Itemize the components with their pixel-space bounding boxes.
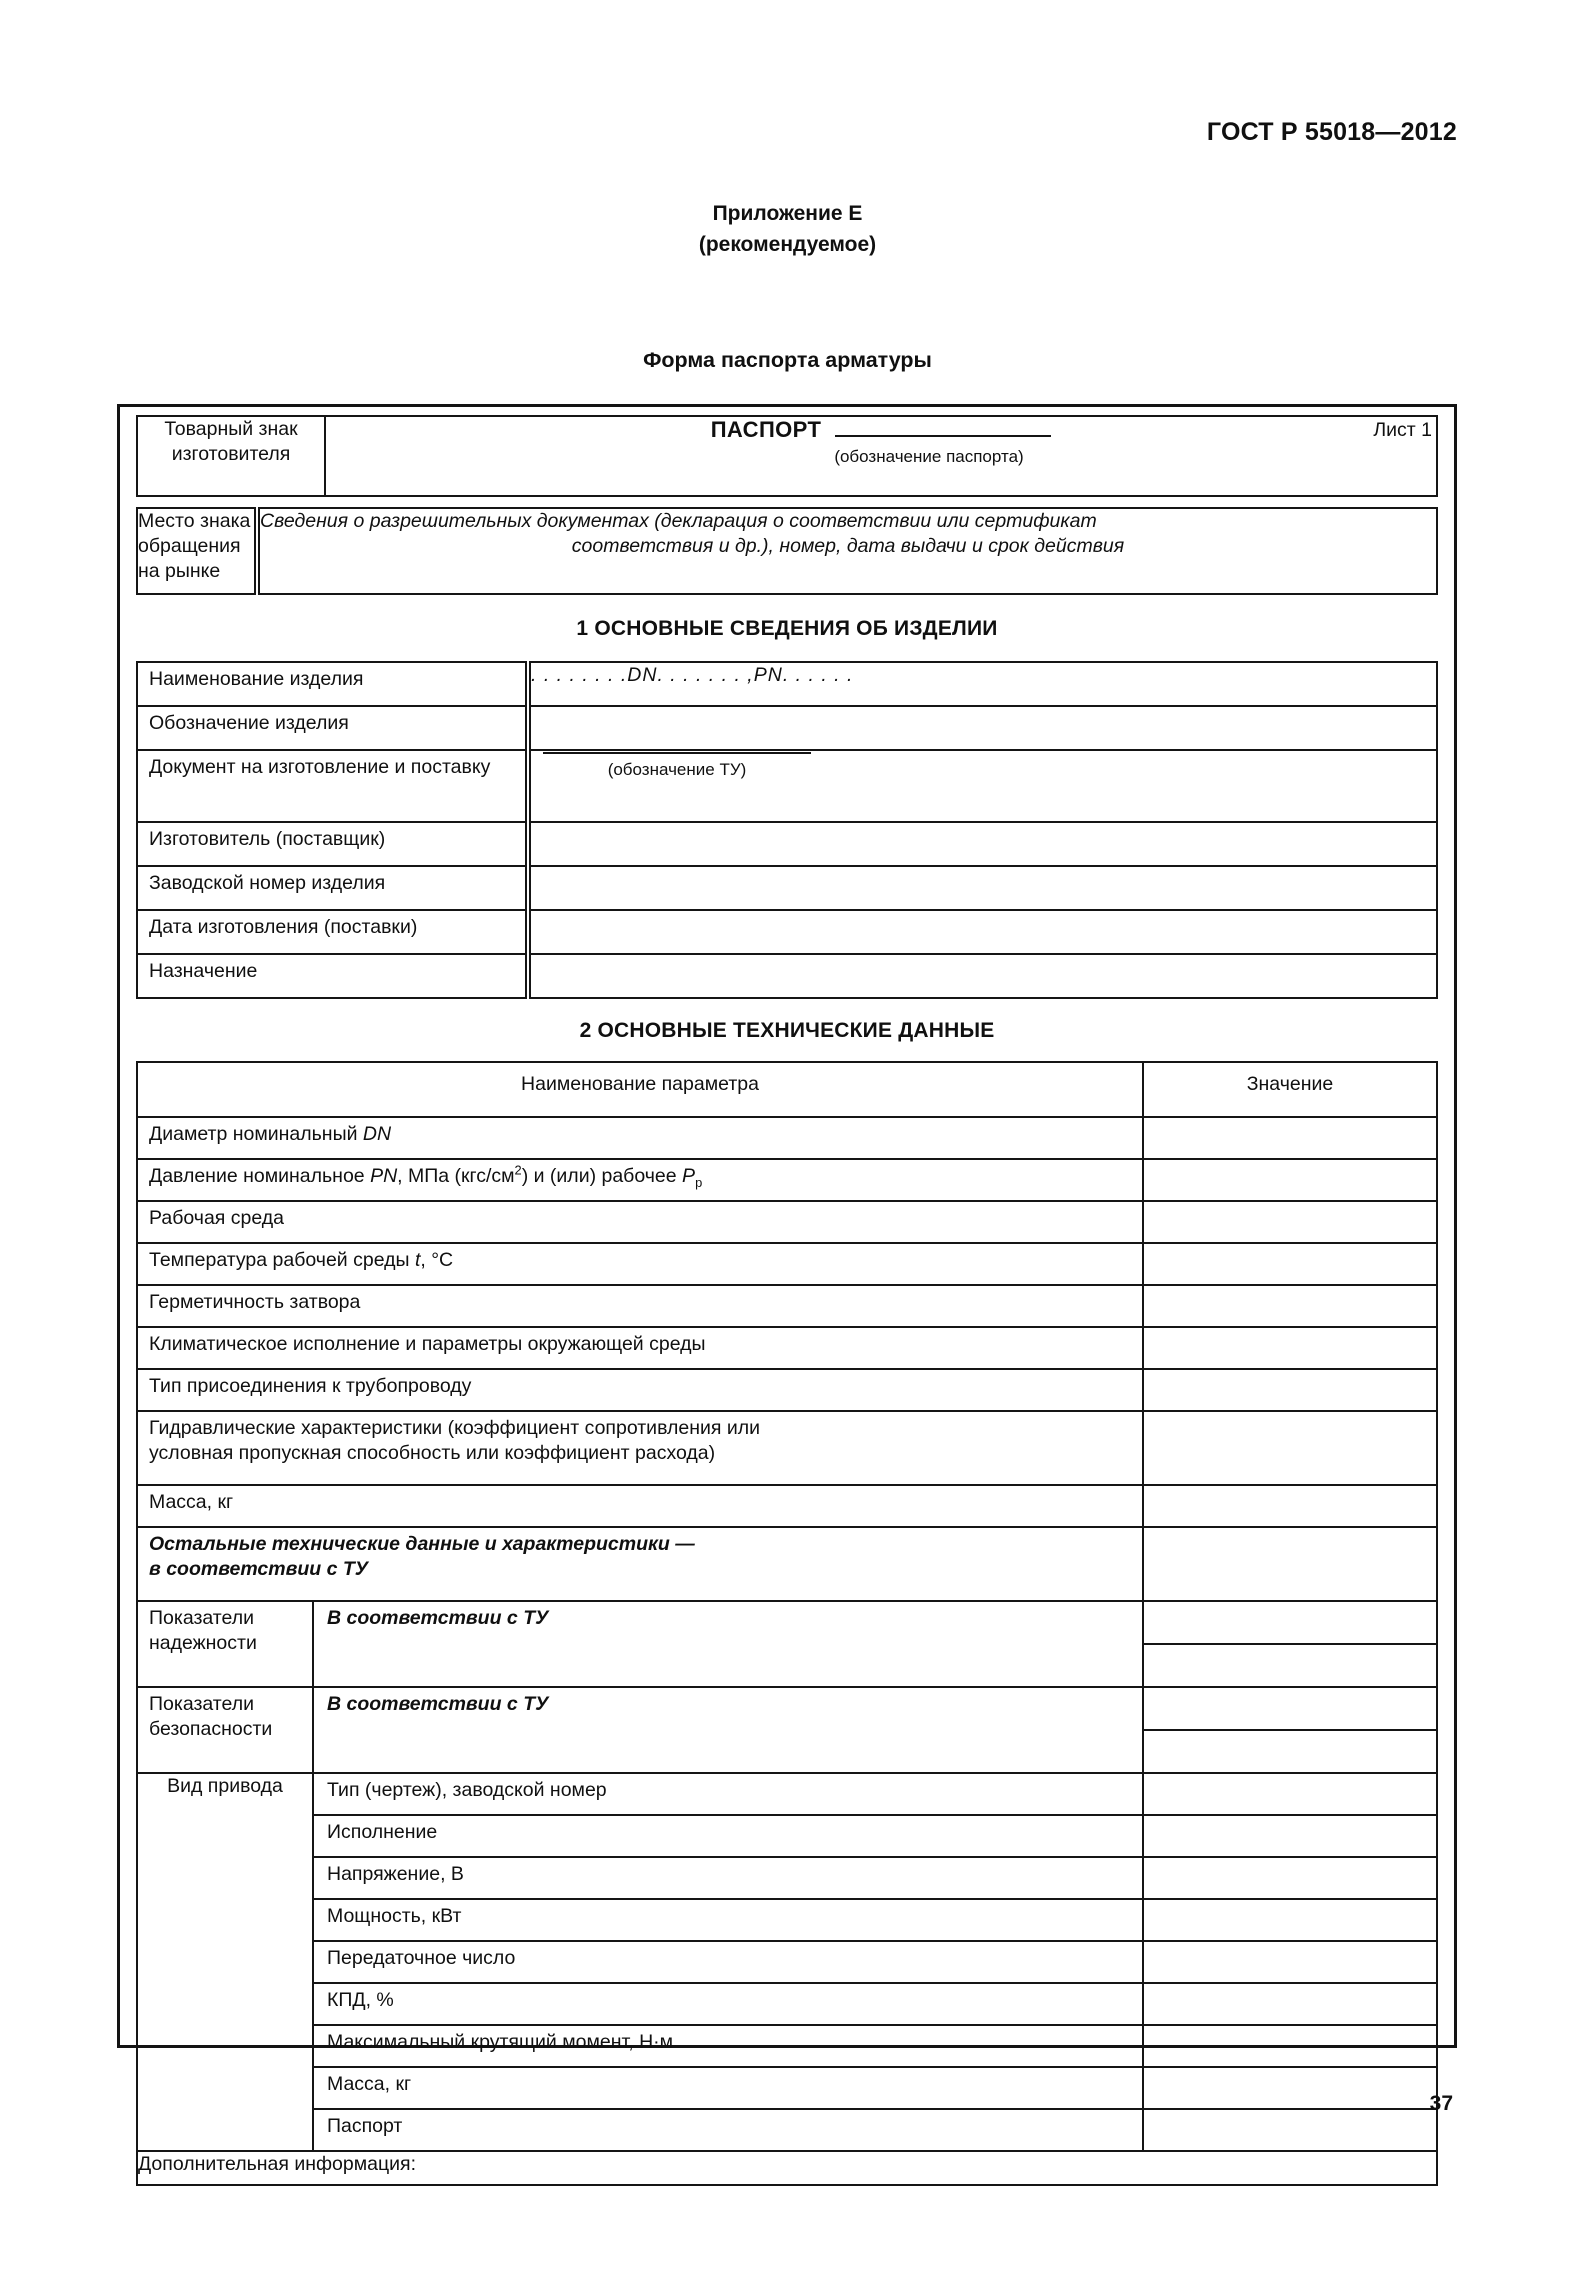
appendix-title	[0, 198, 1575, 260]
drive-label-type-drawing: Тип (чертеж), заводской номер	[313, 1773, 1143, 1815]
row-value-manufacture-date[interactable]	[528, 910, 1437, 954]
technical-data-table	[136, 1061, 1438, 2186]
param-value-mass[interactable]	[1143, 1485, 1437, 1527]
table-row	[137, 1117, 1437, 1159]
table-row	[137, 1062, 1437, 1117]
param-value-hydraulic[interactable]	[1143, 1411, 1437, 1485]
conformity-text-line1: Сведения о разрешительных документах (декларация о соответствии или сертификат	[260, 510, 1097, 532]
table-row	[137, 1243, 1437, 1285]
row-label-purpose: Назначение	[137, 954, 528, 998]
passport-designation-blank[interactable]	[835, 418, 1051, 437]
drive-value-efficiency[interactable]	[1143, 1983, 1437, 2025]
row-label-manufacturer: Изготовитель (поставщик)	[137, 822, 528, 866]
param-label-seat-tightness: Герметичность затвора	[137, 1285, 1143, 1327]
table-row	[137, 2109, 1437, 2151]
param-label-working-medium: Рабочая среда	[137, 1201, 1143, 1243]
passport-title-cell	[325, 416, 1437, 496]
table-row	[137, 1815, 1437, 1857]
passport-word: ПАСПОРТ	[710, 417, 822, 442]
table-row	[137, 1285, 1437, 1327]
drive-value-gear-ratio[interactable]	[1143, 1941, 1437, 1983]
param-value-climatic[interactable]	[1143, 1327, 1437, 1369]
tu-designation-note: (обозначение ТУ)	[607, 760, 747, 779]
param-value-safety-2[interactable]	[1143, 1730, 1437, 1773]
drive-value-power[interactable]	[1143, 1899, 1437, 1941]
trademark-line2: изготовителя	[171, 443, 291, 465]
table-row	[137, 1369, 1437, 1411]
row-value-manufacturing-doc[interactable]	[528, 750, 1437, 822]
section2-heading: 2 ОСНОВНЫЕ ТЕХНИЧЕСКИЕ ДАННЫЕ	[579, 1019, 995, 1042]
param-value-connection-type[interactable]	[1143, 1369, 1437, 1411]
param-label-safety-line2: безопасности	[149, 1718, 273, 1740]
table-row	[137, 2151, 1437, 2185]
table-row	[137, 1527, 1437, 1601]
table-row	[137, 508, 1437, 594]
row-value-product-name[interactable]: . . . . . . . .DN. . . . . . . ,PN. . . . . .	[528, 662, 1437, 706]
drive-label-execution: Исполнение	[313, 1815, 1143, 1857]
main-info-table	[136, 661, 1438, 999]
trademark-cell	[137, 416, 325, 496]
param-label-climatic: Климатическое исполнение и параметры окружающей среды	[137, 1327, 1143, 1369]
table-row	[137, 1327, 1437, 1369]
row-value-manufacturer[interactable]	[528, 822, 1437, 866]
table-row	[137, 1687, 1437, 1730]
row-value-serial-number[interactable]	[528, 866, 1437, 910]
table-row	[137, 1899, 1437, 1941]
table-row	[137, 1601, 1437, 1644]
section1-heading: 1 ОСНОВНЫЕ СВЕДЕНИЯ ОБ ИЗДЕЛИИ	[576, 617, 998, 640]
param-label-hydraulic	[137, 1411, 1143, 1485]
param-value-nominal-diameter[interactable]	[1143, 1117, 1437, 1159]
table-row	[137, 2025, 1437, 2067]
drive-label-power: Мощность, кВт	[313, 1899, 1143, 1941]
row-label-product-designation: Обозначение изделия	[137, 706, 528, 750]
param-label-safety	[137, 1687, 313, 1773]
passport-header-table	[136, 415, 1438, 497]
param-value-working-medium[interactable]	[1143, 1201, 1437, 1243]
table-row	[137, 1411, 1437, 1485]
param-value-reliability-1[interactable]	[1143, 1601, 1437, 1644]
table-row	[137, 662, 1437, 706]
table-row	[137, 750, 1437, 822]
param-note-safety: В соответствии с ТУ	[313, 1687, 1143, 1773]
param-label-reliability	[137, 1601, 313, 1687]
param-value-seat-tightness[interactable]	[1143, 1285, 1437, 1327]
col-header-value: Значение	[1143, 1062, 1437, 1117]
standard-reference: ГОСТ Р 55018—2012	[1206, 118, 1457, 146]
param-label-other-data-line1: Остальные технические данные и характеристики —	[149, 1533, 695, 1555]
conformity-text-cell	[257, 508, 1437, 594]
table-row	[137, 866, 1437, 910]
table-row	[137, 822, 1437, 866]
param-label-connection-type: Тип присоединения к трубопроводу	[137, 1369, 1143, 1411]
param-label-reliability-line1: Показатели	[149, 1607, 254, 1629]
conformity-text-line2: соответствия и др.), номер, дата выдачи и срок действия	[571, 535, 1125, 557]
param-value-safety-1[interactable]	[1143, 1687, 1437, 1730]
trademark-line1: Товарный знак	[164, 418, 298, 440]
drive-label-gear-ratio: Передаточное число	[313, 1941, 1143, 1983]
param-note-reliability: В соответствии с ТУ	[313, 1601, 1143, 1687]
drive-value-max-torque[interactable]	[1143, 2025, 1437, 2067]
drive-label-passport: Паспорт	[313, 2109, 1143, 2151]
table-row	[137, 2067, 1437, 2109]
param-label-nominal-pressure: Давление номинальное PN, МПа $(кгс/см^2)$ и (или) рабочее $P_р$	[137, 1159, 1143, 1201]
table-row	[137, 416, 1437, 496]
table-row	[137, 910, 1437, 954]
table-row	[137, 706, 1437, 750]
param-value-other-data[interactable]	[1143, 1527, 1437, 1601]
market-mark-cell	[137, 508, 257, 594]
drive-label-efficiency: КПД, %	[313, 1983, 1143, 2025]
appendix-title-line1: Приложение Е	[712, 202, 863, 225]
row-label-manufacturing-doc: Документ на изготовление и поставку	[137, 750, 528, 822]
table-row	[137, 1485, 1437, 1527]
drive-value-mass[interactable]	[1143, 2067, 1437, 2109]
drive-value-execution[interactable]	[1143, 1815, 1437, 1857]
table-row	[137, 1773, 1437, 1815]
market-mark-line1: Место знака	[138, 510, 251, 532]
row-value-product-designation[interactable]	[528, 706, 1437, 750]
table-row	[137, 1857, 1437, 1899]
table-row	[137, 954, 1437, 998]
additional-info-cell[interactable]: Дополнительная информация:	[137, 2151, 1437, 2185]
table-row	[137, 1201, 1437, 1243]
form-title: Форма паспорта арматуры	[643, 348, 932, 372]
param-label-other-data-line2: в соответствии с ТУ	[149, 1558, 369, 1580]
row-label-product-name: Наименование изделия	[137, 662, 528, 706]
param-value-medium-temperature[interactable]	[1143, 1243, 1437, 1285]
sheet-label: Лист 1	[1373, 419, 1432, 441]
row-label-serial-number: Заводской номер изделия	[137, 866, 528, 910]
param-label-mass: Масса, кг	[137, 1485, 1143, 1527]
param-label-nominal-diameter: Диаметр номинальный DN	[137, 1117, 1143, 1159]
param-value-reliability-2[interactable]	[1143, 1644, 1437, 1687]
drive-value-type-drawing[interactable]	[1143, 1773, 1437, 1815]
param-label-medium-temperature: Температура рабочей среды t, °С	[137, 1243, 1143, 1285]
param-value-nominal-pressure[interactable]	[1143, 1159, 1437, 1201]
appendix-title-line2: (рекомендуемое)	[698, 233, 877, 256]
passport-designation-note: (обозначение паспорта)	[834, 447, 1024, 466]
drive-label-mass: Масса, кг	[313, 2067, 1143, 2109]
param-label-drive-type: Вид привода	[137, 1773, 313, 2151]
page-number: 37	[1429, 2092, 1453, 2115]
table-row	[137, 1159, 1437, 1201]
drive-value-voltage[interactable]	[1143, 1857, 1437, 1899]
param-label-hydraulic-line2: условная пропускная способность или коэффициент расхода)	[149, 1442, 716, 1464]
row-value-purpose[interactable]	[528, 954, 1437, 998]
param-label-safety-line1: Показатели	[149, 1693, 254, 1715]
param-label-other-data	[137, 1527, 1143, 1601]
row-label-manufacture-date: Дата изготовления (поставки)	[137, 910, 528, 954]
market-mark-line2: обращения	[138, 535, 241, 557]
col-header-parameter: Наименование параметра	[137, 1062, 1143, 1117]
market-mark-line3: на рынке	[138, 560, 221, 582]
param-label-reliability-line2: надежности	[149, 1632, 257, 1654]
table-row	[137, 1983, 1437, 2025]
conformity-table	[136, 507, 1438, 595]
drive-label-voltage: Напряжение, В	[313, 1857, 1143, 1899]
drive-value-passport[interactable]	[1143, 2109, 1437, 2151]
table-row	[137, 1941, 1437, 1983]
drive-label-max-torque: Максимальный крутящий момент, Н·м	[313, 2025, 1143, 2067]
param-label-hydraulic-line1: Гидравлические характеристики (коэффициент сопротивления или	[149, 1417, 761, 1439]
